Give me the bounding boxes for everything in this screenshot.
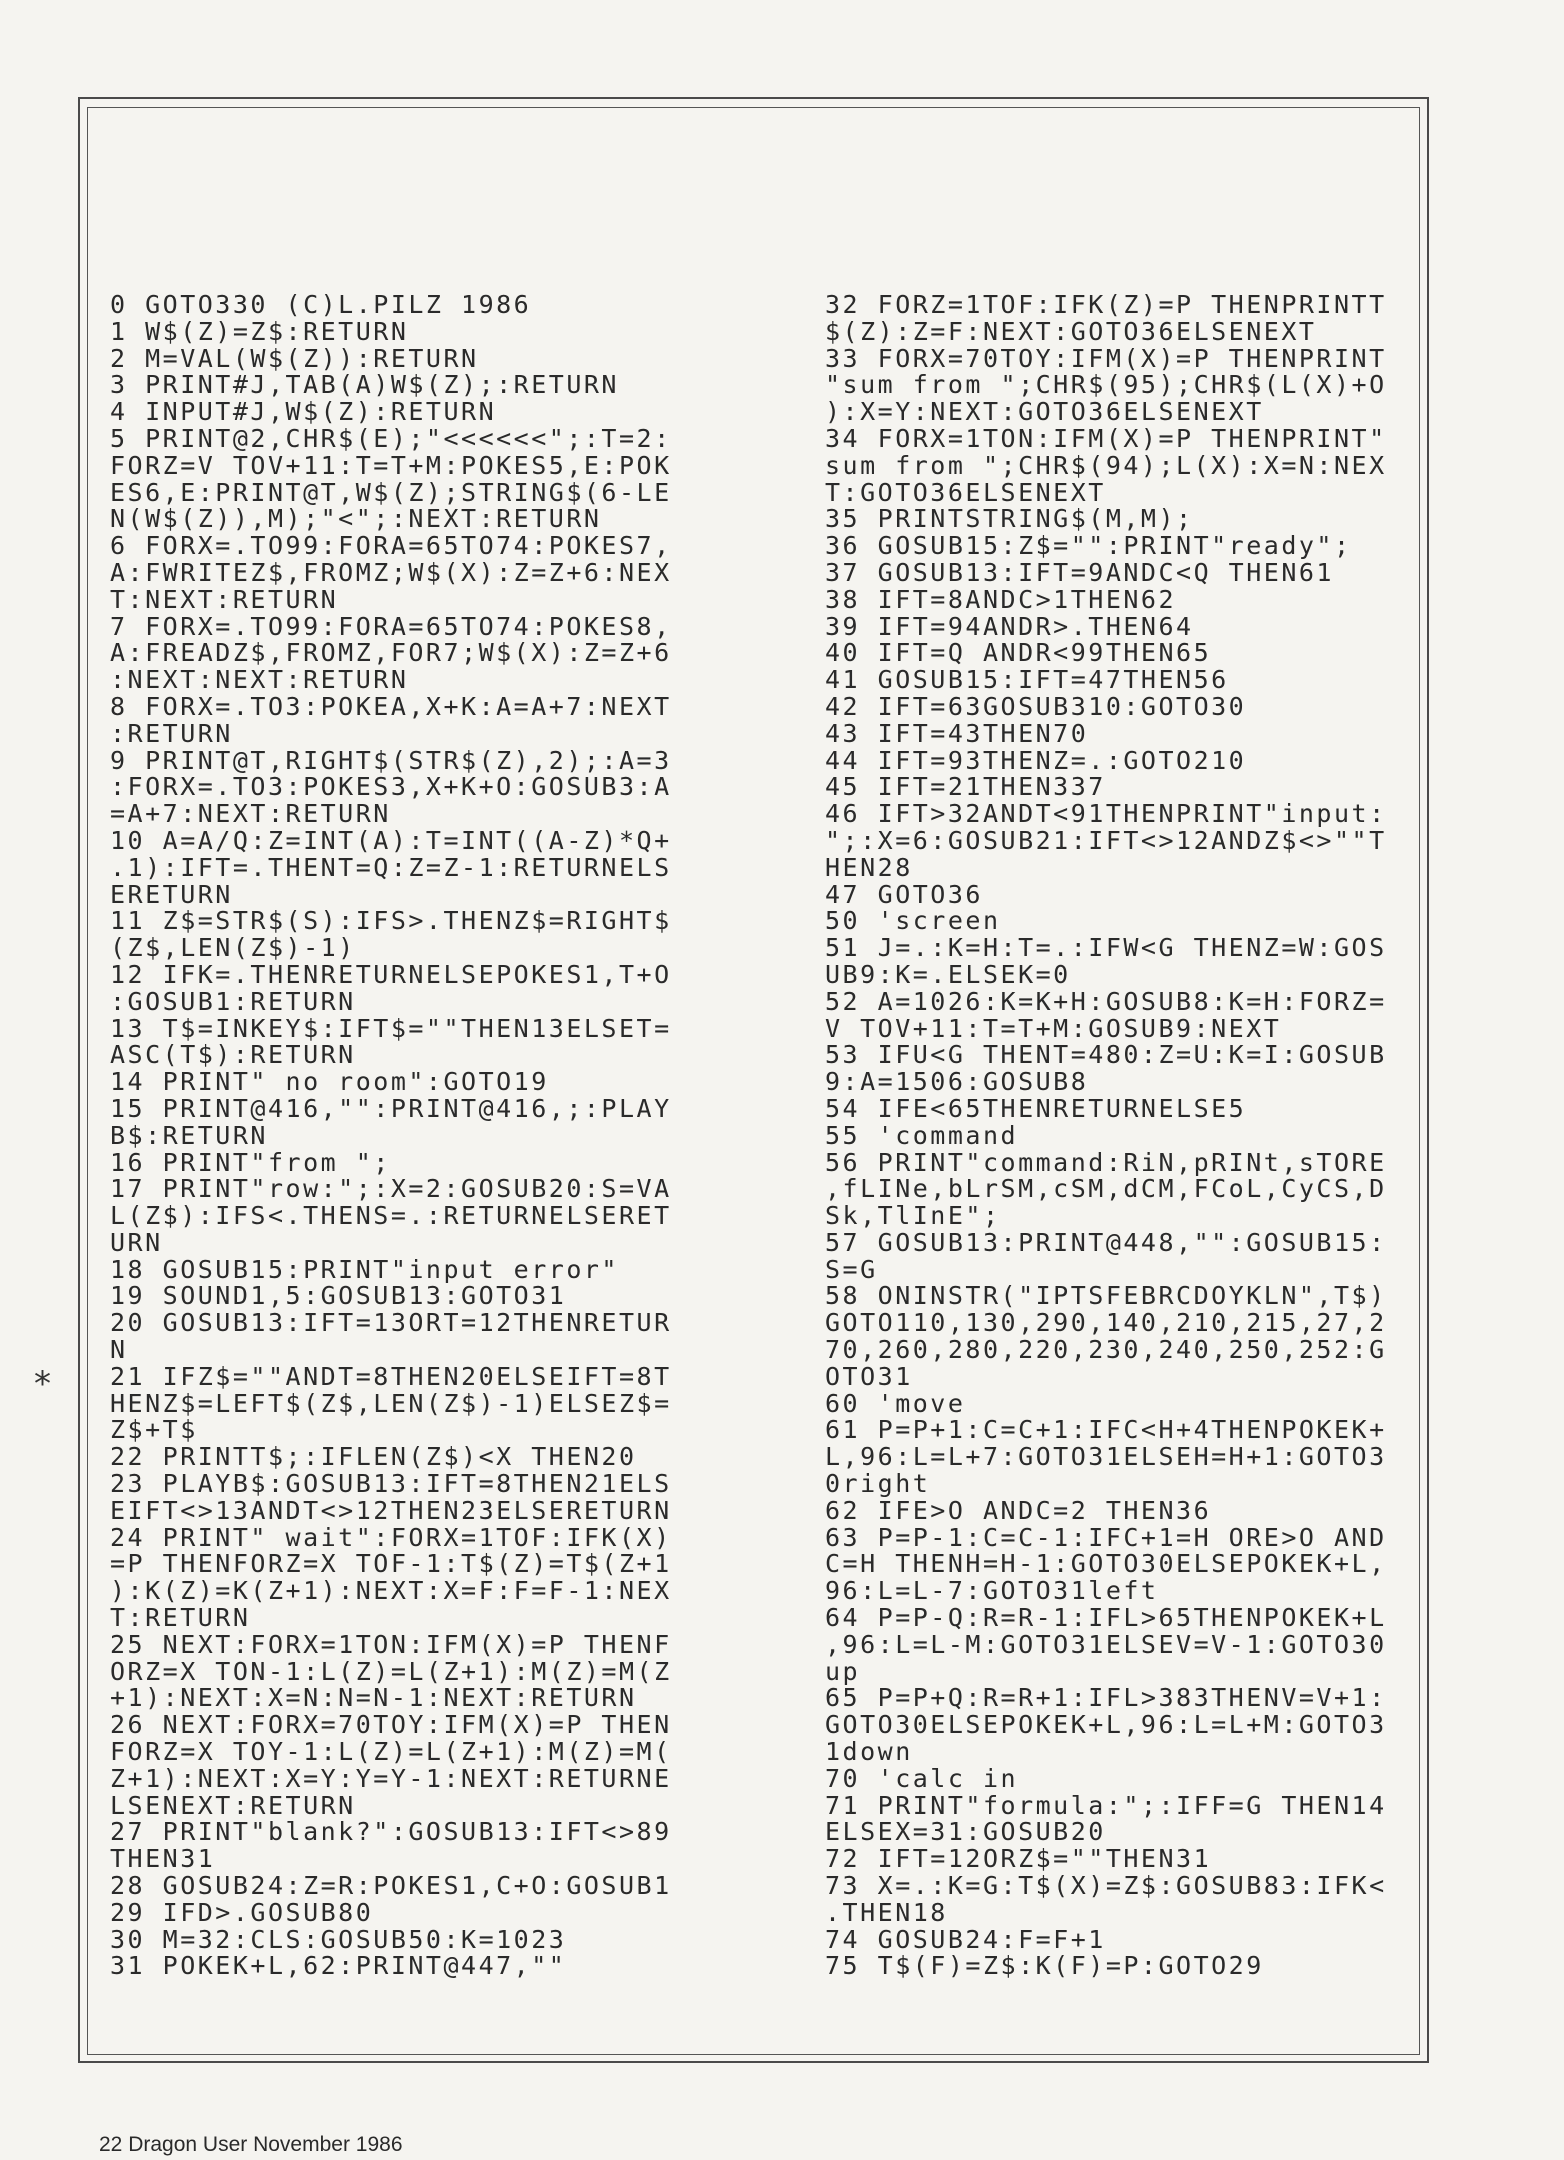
code-line: 73 X=.:K=G:T$(X)=Z$:GOSUB83:IFK< [825, 1871, 1387, 1901]
code-line: 43 IFT=43THEN70 [825, 718, 1089, 748]
code-line: 42 IFT=63GOSUB310:GOTO30 [825, 691, 1247, 721]
code-line: 41 GOSUB15:IFT=47THEN56 [825, 665, 1229, 695]
code-line: 50 'screen [825, 906, 1001, 936]
code-line: sum from ";CHR$(94);L(X):X=N:NEX [825, 450, 1387, 480]
code-line: 52 A=1026:K=K+H:GOSUB8:K=H:FORZ= [825, 986, 1387, 1016]
code-line: 11 Z$=STR$(S):IFS>.THENZ$=RIGHT$ [110, 906, 672, 936]
code-line: FORZ=X TOY-1:L(Z)=L(Z+1):M(Z)=M( [110, 1737, 672, 1767]
code-line: up [825, 1656, 861, 1686]
code-line: 1down [825, 1737, 913, 1767]
code-line: A:FREADZ$,FROMZ,FOR7;W$(X):Z=Z+6 [110, 638, 672, 668]
code-line: (Z$,LEN(Z$)-1) [110, 933, 356, 963]
code-line: 71 PRINT"formula:";:IFF=G THEN14 [825, 1790, 1387, 1820]
code-line: 3 PRINT#J,TAB(A)W$(Z);:RETURN [110, 370, 619, 400]
code-line: 2 M=VAL(W$(Z)):RETURN [110, 343, 479, 373]
code-line: FORZ=V TOV+11:T=T+M:POKES5,E:POK [110, 450, 672, 480]
code-line: 75 T$(F)=Z$:K(F)=P:GOTO29 [825, 1951, 1264, 1981]
code-line: 65 P=P+Q:R=R+1:IFL>383THENV=V+1: [825, 1683, 1387, 1713]
code-line: 7 FORX=.TO99:FORA=65TO74:POKES8, [110, 611, 672, 641]
code-line: 9:A=1506:GOSUB8 [825, 1067, 1089, 1097]
code-line: :GOSUB1:RETURN [110, 986, 356, 1016]
code-line: 1 W$(Z)=Z$:RETURN [110, 316, 409, 346]
code-line: 72 IFT=12ORZ$=""THEN31 [825, 1844, 1212, 1874]
code-line: 4 INPUT#J,W$(Z):RETURN [110, 397, 497, 427]
code-line: 26 NEXT:FORX=70TOY:IFM(X)=P THEN [110, 1710, 672, 1740]
code-line: 27 PRINT"blank?":GOSUB13:IFT<>89 [110, 1817, 672, 1847]
code-line: 96:L=L-7:GOTO31left [825, 1576, 1159, 1606]
code-line: 54 IFE<65THENRETURNELSE5 [825, 1093, 1247, 1123]
code-line: A:FWRITEZ$,FROMZ;W$(X):Z=Z+6:NEX [110, 557, 672, 587]
code-line: 37 GOSUB13:IFT=9ANDC<Q THEN61 [825, 557, 1334, 587]
code-line: :RETURN [110, 718, 233, 748]
code-line: GOTO30ELSEPOKEK+L,96:L=L+M:GOTO3 [825, 1710, 1387, 1740]
code-line: URN [110, 1227, 163, 1257]
code-line: 8 FORX=.TO3:POKEA,X+K:A=A+7:NEXT [110, 691, 672, 721]
code-line: 35 PRINTSTRING$(M,M); [825, 504, 1194, 534]
code-line: 33 FORX=70TOY:IFM(X)=P THENPRINT [825, 343, 1387, 373]
code-line: 55 'command [825, 1120, 1019, 1150]
code-line: 0right [825, 1469, 931, 1499]
code-line: 5 PRINT@2,CHR$(E);"<<<<<<";:T=2: [110, 423, 672, 453]
code-line: 58 ONINSTR("IPTSFEBRCDOYKLN",T$) [825, 1281, 1387, 1311]
code-line: 53 IFU<G THENT=480:Z=U:K=I:GOSUB [825, 1040, 1387, 1070]
code-line: 15 PRINT@416,"":PRINT@416,;:PLAY [110, 1093, 672, 1123]
code-line: 63 P=P-1:C=C-1:IFC+1=H ORE>O AND [825, 1522, 1387, 1552]
code-line: 19 SOUND1,5:GOSUB13:GOTO31 [110, 1281, 567, 1311]
listing-column-right [825, 292, 1387, 1980]
code-line: 57 GOSUB13:PRINT@448,"":GOSUB15: [825, 1227, 1387, 1257]
code-line: ASC(T$):RETURN [110, 1040, 356, 1070]
code-line: HENZ$=LEFT$(Z$,LEN(Z$)-1)ELSEZ$= [110, 1388, 672, 1418]
code-line: 13 T$=INKEY$:IFT$=""THEN13ELSET= [110, 1013, 672, 1043]
code-line: .1):IFT=.THENT=Q:Z=Z-1:RETURNELS [110, 852, 672, 882]
code-line: N [110, 1335, 128, 1365]
code-line: ";:X=6:GOSUB21:IFT<>12ANDZ$<>""T [825, 825, 1387, 855]
code-line: 40 IFT=Q ANDR<99THEN65 [825, 638, 1212, 668]
code-line: 10 A=A/Q:Z=INT(A):T=INT((A-Z)*Q+ [110, 825, 672, 855]
code-line: C=H THENH=H-1:GOTO30ELSEPOKEK+L, [825, 1549, 1387, 1579]
code-line: 12 IFK=.THENRETURNELSEPOKES1,T+O [110, 959, 672, 989]
code-line: 64 P=P-Q:R=R-1:IFL>65THENPOKEK+L [825, 1603, 1387, 1633]
code-line: 44 IFT=93THENZ=.:GOTO210 [825, 745, 1247, 775]
code-line: ES6,E:PRINT@T,W$(Z);STRING$(6-LE [110, 477, 672, 507]
code-line: 14 PRINT" no room":GOTO19 [110, 1067, 549, 1097]
code-line: ):X=Y:NEXT:GOTO36ELSENEXT [825, 397, 1264, 427]
code-line: ):K(Z)=K(Z+1):NEXT:X=F:F=F-1:NEX [110, 1576, 672, 1606]
code-line: ,fLINe,bLrSM,cSM,dCM,FCoL,CyCS,D [825, 1174, 1387, 1204]
code-line: 6 FORX=.TO99:FORA=65TO74:POKES7, [110, 531, 672, 561]
code-line: UB9:K=.ELSEK=0 [825, 959, 1071, 989]
code-line: 20 GOSUB13:IFT=13ORT=12THENRETUR [110, 1308, 672, 1338]
code-line: ELSEX=31:GOSUB20 [825, 1817, 1106, 1847]
code-line: 18 GOSUB15:PRINT"input error" [110, 1254, 619, 1284]
code-line: "sum from ";CHR$(95);CHR$(L(X)+O [825, 370, 1387, 400]
code-line: Sk,TlInE"; [825, 1201, 1001, 1231]
code-line: T:RETURN [110, 1603, 251, 1633]
code-line: 60 'move [825, 1388, 966, 1418]
code-line: V TOV+11:T=T+M:GOSUB9:NEXT [825, 1013, 1282, 1043]
code-line: 70 'calc in [825, 1763, 1019, 1793]
code-line: 38 IFT=8ANDC>1THEN62 [825, 584, 1177, 614]
code-line: ERETURN [110, 879, 233, 909]
code-line: L,96:L=L+7:GOTO31ELSEH=H+1:GOTO3 [825, 1442, 1387, 1472]
code-line: =A+7:NEXT:RETURN [110, 799, 391, 829]
code-line: T:GOTO36ELSENEXT [825, 477, 1106, 507]
code-line: Z+1):NEXT:X=Y:Y=Y-1:NEXT:RETURNE [110, 1763, 672, 1793]
code-line: 46 IFT>32ANDT<91THENPRINT"input: [825, 799, 1387, 829]
code-line: Z$+T$ [110, 1415, 198, 1445]
code-line: T:NEXT:RETURN [110, 584, 339, 614]
code-line: .THEN18 [825, 1897, 948, 1927]
code-line: 70,260,280,220,230,240,250,252:G [825, 1335, 1387, 1365]
code-line: 61 P=P+1:C=C+1:IFC<H+4THENPOKEK+ [825, 1415, 1387, 1445]
code-line: 32 FORZ=1TOF:IFK(Z)=P THENPRINTT [825, 290, 1387, 319]
code-line: 31 POKEK+L,62:PRINT@447,"" [110, 1951, 567, 1981]
code-line: =P THENFORZ=X TOF-1:T$(Z)=T$(Z+1 [110, 1549, 672, 1579]
code-line: 30 M=32:CLS:GOSUB50:K=1023 [110, 1924, 567, 1954]
code-line: THEN31 [110, 1844, 216, 1874]
code-line: $(Z):Z=F:NEXT:GOTO36ELSENEXT [825, 316, 1317, 346]
listing-column-left [110, 292, 672, 1980]
code-line: ,96:L=L-M:GOTO31ELSEV=V-1:GOTO30 [825, 1629, 1387, 1659]
code-line: 28 GOSUB24:Z=R:POKES1,C+O:GOSUB1 [110, 1871, 672, 1901]
code-line: LSENEXT:RETURN [110, 1790, 356, 1820]
code-line: 62 IFE>O ANDC=2 THEN36 [825, 1495, 1212, 1525]
code-line: 39 IFT=94ANDR>.THEN64 [825, 611, 1194, 641]
code-line: :FORX=.TO3:POKES3,X+K+O:GOSUB3:A [110, 772, 672, 802]
code-line: ORZ=X TON-1:L(Z)=L(Z+1):M(Z)=M(Z [110, 1656, 672, 1686]
code-line: 22 PRINTT$;:IFLEN(Z$)<X THEN20 [110, 1442, 637, 1472]
code-line: 36 GOSUB15:Z$="":PRINT"ready"; [825, 531, 1352, 561]
code-line: 47 GOTO36 [825, 879, 983, 909]
code-line: S=G [825, 1254, 878, 1284]
code-line: B$:RETURN [110, 1120, 268, 1150]
code-line: 0 GOTO330 (C)L.PILZ 1986 [110, 290, 532, 319]
code-line: 51 J=.:K=H:T=.:IFW<G THENZ=W:GOS [825, 933, 1387, 963]
code-line: GOTO110,130,290,140,210,215,27,2 [825, 1308, 1387, 1338]
code-line: EIFT<>13ANDT<>12THEN23ELSERETURN [110, 1495, 672, 1525]
code-line: 29 IFD>.GOSUB80 [110, 1897, 374, 1927]
code-line: 17 PRINT"row:";:X=2:GOSUB20:S=VA [110, 1174, 672, 1204]
code-line: 34 FORX=1TON:IFM(X)=P THENPRINT" [825, 423, 1387, 453]
page-footer: 22 Dragon User November 1986 [99, 2133, 403, 2156]
code-line: N(W$(Z)),M);"<";:NEXT:RETURN [110, 504, 602, 534]
code-line: 74 GOSUB24:F=F+1 [825, 1924, 1106, 1954]
code-line: 23 PLAYB$:GOSUB13:IFT=8THEN21ELS [110, 1469, 672, 1499]
code-line: HEN28 [825, 852, 913, 882]
code-line: 56 PRINT"command:RiN,pRINt,sTORE [825, 1147, 1387, 1177]
code-line: +1):NEXT:X=N:N=N-1:NEXT:RETURN [110, 1683, 637, 1713]
code-line: :NEXT:NEXT:RETURN [110, 665, 409, 695]
code-line: OTO31 [825, 1361, 913, 1391]
code-line: 9 PRINT@T,RIGHT$(STR$(Z),2);:A=3 [110, 745, 672, 775]
code-line: L(Z$):IFS<.THENS=.:RETURNELSERET [110, 1201, 672, 1231]
code-line: 25 NEXT:FORX=1TON:IFM(X)=P THENF [110, 1629, 672, 1659]
code-line: 16 PRINT"from "; [110, 1147, 391, 1177]
code-line: 21 IFZ$=""ANDT=8THEN20ELSEIFT=8T [110, 1361, 672, 1391]
code-line: 45 IFT=21THEN337 [825, 772, 1106, 802]
code-line: 24 PRINT" wait":FORX=1TOF:IFK(X) [110, 1522, 672, 1552]
margin-asterisk: * [34, 1364, 51, 1404]
